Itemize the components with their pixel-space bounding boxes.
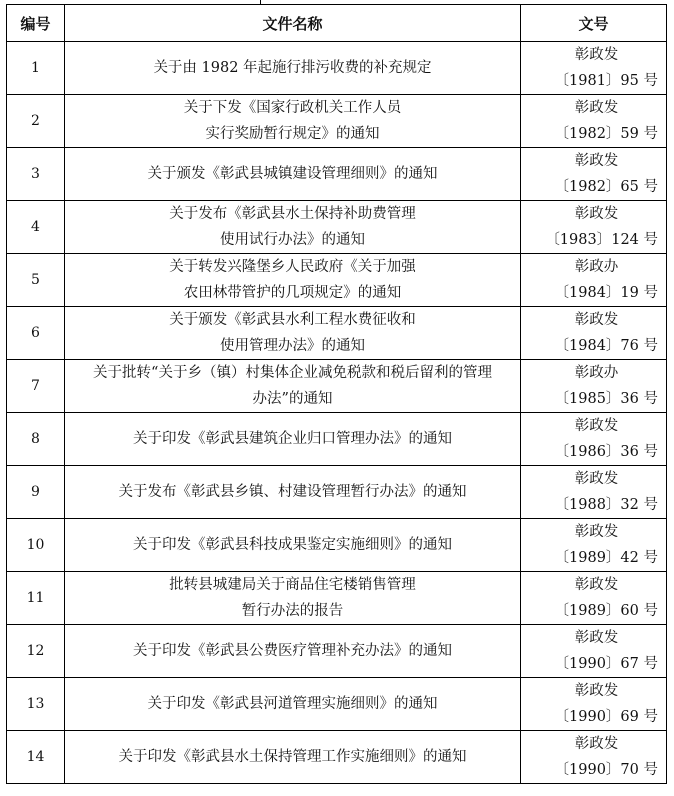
document-title-line: 办法”的通知 [252,391,333,407]
document-title-line: 暂行办法的报告 [241,603,344,619]
issuing-office: 彰政发 [574,683,619,699]
document-title-line: 关于发布《彰武县乡镇、村建设管理暂行办法》的通知 [118,484,467,500]
row-number: 5 [7,254,65,307]
document-table-wrapper [6,0,666,784]
row-number: 11 [7,572,65,625]
table-row [7,625,667,678]
document-code-cell [521,307,667,360]
row-number: 10 [7,519,65,572]
row-number: 9 [7,466,65,519]
issuing-office: 彰政发 [574,736,619,752]
document-title-cell [65,466,521,519]
document-title-line: 关于颁发《彰武县水利工程水费征收和 [169,312,416,328]
issuing-office: 彰政发 [574,577,619,593]
table-row [7,678,667,731]
row-number: 12 [7,625,65,678]
document-title-line: 使用管理办法》的通知 [220,338,365,354]
document-serial: 〔1984〕76 号 [554,338,658,354]
table-body [7,42,667,784]
document-serial: 〔1981〕95 号 [554,73,658,89]
document-code-cell [521,678,667,731]
document-code-cell [521,731,667,784]
document-serial: 〔1984〕19 号 [554,285,658,301]
document-serial: 〔1990〕69 号 [554,709,658,725]
issuing-office: 彰政发 [574,153,619,169]
document-title-cell [65,360,521,413]
header-document-name: 文件名称 [65,5,521,42]
document-title-line: 关于发布《彰武县水土保持补助费管理 [169,206,416,222]
document-serial: 〔1989〕42 号 [554,550,658,566]
document-title-cell [65,519,521,572]
document-title-cell [65,572,521,625]
row-number: 6 [7,307,65,360]
document-code-cell [521,519,667,572]
document-title-line: 批转县城建局关于商品住宅楼销售管理 [169,577,416,593]
issuing-office: 彰政发 [574,471,619,487]
document-code-cell [521,254,667,307]
table-row [7,413,667,466]
document-code-cell [521,413,667,466]
document-title-line: 关于批转“关于乡（镇）村集体企业减免税款和税后留利的管理 [93,365,492,381]
document-title-line: 关于印发《彰武县建筑企业归口管理办法》的通知 [133,431,452,447]
document-title-cell [65,625,521,678]
issuing-office: 彰政发 [574,630,619,646]
table-row [7,360,667,413]
document-serial: 〔1990〕67 号 [554,656,658,672]
document-code-cell [521,466,667,519]
document-code-cell [521,360,667,413]
issuing-office: 彰政发 [574,418,619,434]
document-title-cell [65,42,521,95]
document-serial: 〔1983〕124 号 [545,232,658,248]
document-code-cell [521,148,667,201]
document-title-cell [65,413,521,466]
table-row [7,42,667,95]
row-number: 3 [7,148,65,201]
header-document-code: 文号 [521,5,667,42]
regulation-table [6,4,667,784]
document-title-line: 使用试行办法》的通知 [220,232,365,248]
issuing-office: 彰政发 [574,100,619,116]
document-title-line: 农田林带管护的几项规定》的通知 [183,285,402,301]
issuing-office: 彰政发 [574,524,619,540]
document-code-cell [521,201,667,254]
issuing-office: 彰政发 [574,312,619,328]
document-title-cell [65,148,521,201]
document-serial: 〔1982〕65 号 [554,179,658,195]
row-number: 14 [7,731,65,784]
document-code-cell [521,42,667,95]
row-number: 13 [7,678,65,731]
document-title-line: 关于下发《国家行政机关工作人员 [183,100,402,116]
table-row [7,95,667,148]
document-title-line: 关于转发兴隆堡乡人民政府《关于加强 [169,259,416,275]
document-title-line: 关于印发《彰武县科技成果鉴定实施细则》的通知 [133,537,452,553]
table-row [7,254,667,307]
document-title-line: 实行奖励暂行规定》的通知 [205,126,380,142]
issuing-office: 彰政发 [574,206,619,222]
table-row [7,466,667,519]
document-title-cell [65,678,521,731]
document-title-cell [65,95,521,148]
document-code-cell [521,95,667,148]
document-title-cell [65,254,521,307]
table-row [7,572,667,625]
document-serial: 〔1986〕36 号 [554,444,658,460]
document-serial: 〔1989〕60 号 [554,603,658,619]
header-number: 编号 [7,5,65,42]
document-title-line: 关于印发《彰武县河道管理实施细则》的通知 [147,696,438,712]
table-row [7,519,667,572]
document-title-cell [65,201,521,254]
document-title-line: 关于印发《彰武县公费医疗管理补充办法》的通知 [133,643,452,659]
row-number: 2 [7,95,65,148]
table-row [7,201,667,254]
document-serial: 〔1982〕59 号 [554,126,658,142]
document-title-line: 关于由 1982 年起施行排污收费的补充规定 [153,60,432,76]
table-row [7,148,667,201]
table-row [7,307,667,360]
row-number: 1 [7,42,65,95]
document-serial: 〔1988〕32 号 [554,497,658,513]
document-title-cell [65,307,521,360]
row-number: 4 [7,201,65,254]
table-row [7,731,667,784]
issuing-office: 彰政发 [574,47,619,63]
document-title-line: 关于颁发《彰武县城镇建设管理细则》的通知 [147,166,438,182]
document-code-cell [521,625,667,678]
document-title-line: 关于印发《彰武县水土保持管理工作实施细则》的通知 [118,749,467,765]
issuing-office: 彰政办 [574,365,619,381]
document-serial: 〔1985〕36 号 [554,391,658,407]
document-serial: 〔1990〕70 号 [554,762,658,778]
row-number: 8 [7,413,65,466]
header-row [7,5,667,42]
row-number: 7 [7,360,65,413]
document-code-cell [521,572,667,625]
issuing-office: 彰政办 [574,259,619,275]
document-title-cell [65,731,521,784]
